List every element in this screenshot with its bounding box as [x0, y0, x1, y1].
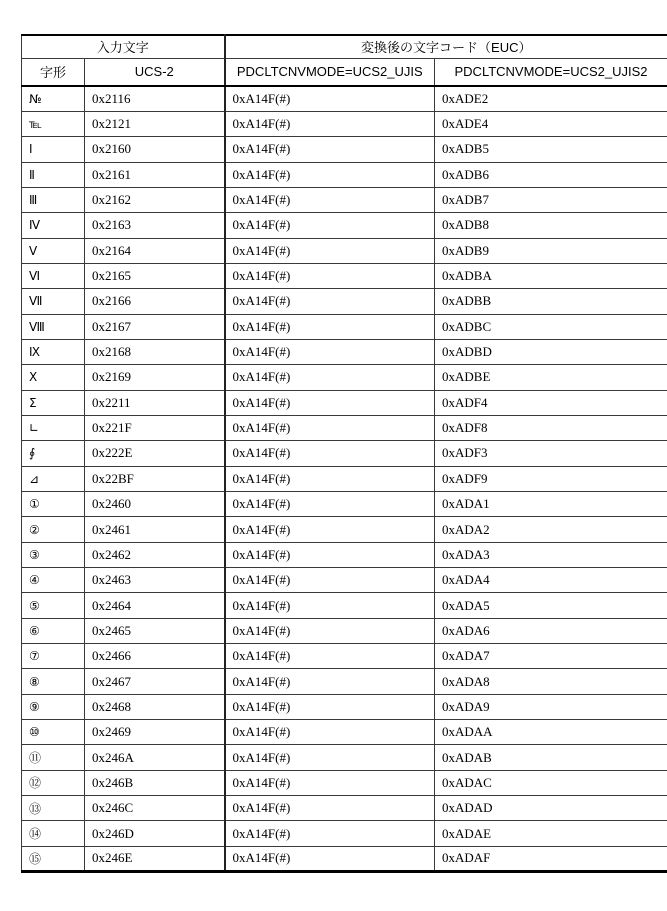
- cell-glyph: Ⅷ: [22, 314, 85, 339]
- cell-ucs2: 0x246B: [85, 770, 225, 795]
- cell-ujis: 0xA14F(#): [225, 846, 435, 871]
- cell-glyph: Ⅶ: [22, 289, 85, 314]
- cell-glyph: ⑤: [22, 593, 85, 618]
- table-row: [22, 365, 667, 390]
- cell-glyph: ⑫: [22, 770, 85, 795]
- cell-ujis: 0xA14F(#): [225, 618, 435, 643]
- table-row: [22, 339, 667, 364]
- cell-ujis2: 0xADAF: [435, 846, 667, 871]
- table-row: [22, 821, 667, 846]
- cell-ucs2: 0x2116: [85, 86, 225, 111]
- cell-ucs2: 0x2161: [85, 162, 225, 187]
- cell-ujis: 0xA14F(#): [225, 542, 435, 567]
- cell-glyph: Ⅰ: [22, 137, 85, 162]
- table-row: [22, 86, 667, 111]
- cell-ujis2: 0xADE2: [435, 86, 667, 111]
- cell-ujis2: 0xADA8: [435, 669, 667, 694]
- cell-glyph: ②: [22, 517, 85, 542]
- column-header-glyph: 字形: [22, 58, 85, 86]
- cell-glyph: ⑦: [22, 644, 85, 669]
- cell-ucs2: 0x2164: [85, 238, 225, 263]
- cell-ujis: 0xA14F(#): [225, 441, 435, 466]
- cell-ujis2: 0xADBC: [435, 314, 667, 339]
- cell-ujis: 0xA14F(#): [225, 720, 435, 745]
- table-row: [22, 441, 667, 466]
- header-group-output: 変換後の文字コード（EUC）: [225, 35, 667, 58]
- cell-ujis2: 0xADA3: [435, 542, 667, 567]
- cell-glyph: ③: [22, 542, 85, 567]
- column-header-ujis2: PDCLTCNVMODE=UCS2_UJIS2: [435, 58, 667, 86]
- cell-ujis2: 0xADF4: [435, 390, 667, 415]
- table-row: [22, 568, 667, 593]
- cell-glyph: Ⅳ: [22, 213, 85, 238]
- cell-glyph: ⑩: [22, 720, 85, 745]
- cell-ujis2: 0xADAC: [435, 770, 667, 795]
- table-row: [22, 289, 667, 314]
- table-row: [22, 162, 667, 187]
- cell-ujis: 0xA14F(#): [225, 390, 435, 415]
- header-group-input: 入力文字: [22, 35, 225, 58]
- table-row: [22, 466, 667, 491]
- cell-glyph: ⑭: [22, 821, 85, 846]
- cell-ucs2: 0x2462: [85, 542, 225, 567]
- cell-ucs2: 0x2464: [85, 593, 225, 618]
- cell-ujis2: 0xADF8: [435, 415, 667, 440]
- cell-ucs2: 0x2465: [85, 618, 225, 643]
- cell-ucs2: 0x2160: [85, 137, 225, 162]
- cell-glyph: ∮: [22, 441, 85, 466]
- table-row: [22, 415, 667, 440]
- cell-ujis: 0xA14F(#): [225, 466, 435, 491]
- table-row: [22, 314, 667, 339]
- cell-ujis: 0xA14F(#): [225, 745, 435, 770]
- column-header-ujis: PDCLTCNVMODE=UCS2_UJIS: [225, 58, 435, 86]
- cell-ucs2: 0x2163: [85, 213, 225, 238]
- cell-ujis: 0xA14F(#): [225, 796, 435, 821]
- table-row: [22, 111, 667, 136]
- cell-ujis2: 0xADA5: [435, 593, 667, 618]
- table-body: [22, 86, 667, 872]
- cell-ujis: 0xA14F(#): [225, 339, 435, 364]
- table-row: [22, 263, 667, 288]
- cell-ujis2: 0xADF9: [435, 466, 667, 491]
- cell-glyph: №: [22, 86, 85, 111]
- cell-ujis2: 0xADAD: [435, 796, 667, 821]
- cell-ujis2: 0xADF3: [435, 441, 667, 466]
- cell-ujis: 0xA14F(#): [225, 162, 435, 187]
- cell-ucs2: 0x2167: [85, 314, 225, 339]
- cell-ucs2: 0x2469: [85, 720, 225, 745]
- cell-ujis: 0xA14F(#): [225, 289, 435, 314]
- cell-ujis2: 0xADA6: [435, 618, 667, 643]
- cell-glyph: Ⅵ: [22, 263, 85, 288]
- cell-ucs2: 0x2461: [85, 517, 225, 542]
- cell-glyph: ④: [22, 568, 85, 593]
- table-row: [22, 745, 667, 770]
- table-row: [22, 644, 667, 669]
- cell-glyph: ℡: [22, 111, 85, 136]
- cell-ujis2: 0xADBA: [435, 263, 667, 288]
- table-row: [22, 390, 667, 415]
- cell-ujis2: 0xADBE: [435, 365, 667, 390]
- cell-ucs2: 0x2162: [85, 187, 225, 212]
- cell-glyph: Ⅴ: [22, 238, 85, 263]
- cell-ujis2: 0xADA7: [435, 644, 667, 669]
- table-row: [22, 137, 667, 162]
- cell-ujis2: 0xADAB: [435, 745, 667, 770]
- cell-ucs2: 0x246E: [85, 846, 225, 871]
- cell-ujis: 0xA14F(#): [225, 644, 435, 669]
- cell-ucs2: 0x246A: [85, 745, 225, 770]
- cell-ujis2: 0xADAE: [435, 821, 667, 846]
- cell-ucs2: 0x2467: [85, 669, 225, 694]
- table-row: [22, 669, 667, 694]
- cell-ujis2: 0xADBB: [435, 289, 667, 314]
- table-row: [22, 238, 667, 263]
- cell-glyph: ⑬: [22, 796, 85, 821]
- cell-ucs2: 0x2165: [85, 263, 225, 288]
- cell-ucs2: 0x2466: [85, 644, 225, 669]
- cell-ujis2: 0xADA1: [435, 492, 667, 517]
- cell-glyph: ①: [22, 492, 85, 517]
- header-group-row: [22, 35, 667, 58]
- cell-glyph: ∟: [22, 415, 85, 440]
- header-columns-row: [22, 58, 667, 86]
- cell-glyph: ⑥: [22, 618, 85, 643]
- cell-ujis: 0xA14F(#): [225, 669, 435, 694]
- cell-ucs2: 0x2460: [85, 492, 225, 517]
- cell-ujis2: 0xADB6: [435, 162, 667, 187]
- cell-ujis: 0xA14F(#): [225, 187, 435, 212]
- table-row: [22, 542, 667, 567]
- cell-ucs2: 0x2468: [85, 694, 225, 719]
- cell-ucs2: 0x246D: [85, 821, 225, 846]
- cell-glyph: Σ: [22, 390, 85, 415]
- cell-ujis: 0xA14F(#): [225, 137, 435, 162]
- cell-ujis2: 0xADA4: [435, 568, 667, 593]
- cell-ujis: 0xA14F(#): [225, 111, 435, 136]
- cell-ujis: 0xA14F(#): [225, 492, 435, 517]
- cell-ujis: 0xA14F(#): [225, 86, 435, 111]
- cell-ujis: 0xA14F(#): [225, 593, 435, 618]
- table-row: [22, 796, 667, 821]
- cell-ujis2: 0xADA2: [435, 517, 667, 542]
- cell-ucs2: 0x2121: [85, 111, 225, 136]
- table-row: [22, 720, 667, 745]
- cell-glyph: ⑧: [22, 669, 85, 694]
- cell-ucs2: 0x2166: [85, 289, 225, 314]
- cell-ujis: 0xA14F(#): [225, 821, 435, 846]
- table-row: [22, 213, 667, 238]
- cell-ucs2: 0x221F: [85, 415, 225, 440]
- column-header-ucs2: UCS-2: [85, 58, 225, 86]
- table-row: [22, 593, 667, 618]
- cell-ujis: 0xA14F(#): [225, 314, 435, 339]
- table-header: [22, 35, 667, 86]
- table-row: [22, 770, 667, 795]
- cell-ujis2: 0xADA9: [435, 694, 667, 719]
- cell-ujis: 0xA14F(#): [225, 238, 435, 263]
- cell-ujis2: 0xADAA: [435, 720, 667, 745]
- cell-glyph: Ⅲ: [22, 187, 85, 212]
- cell-ucs2: 0x246C: [85, 796, 225, 821]
- cell-glyph: ⑨: [22, 694, 85, 719]
- cell-ucs2: 0x222E: [85, 441, 225, 466]
- cell-glyph: ⊿: [22, 466, 85, 491]
- cell-ujis2: 0xADB5: [435, 137, 667, 162]
- cell-ujis: 0xA14F(#): [225, 415, 435, 440]
- cell-ucs2: 0x2211: [85, 390, 225, 415]
- cell-ujis: 0xA14F(#): [225, 770, 435, 795]
- cell-ucs2: 0x2169: [85, 365, 225, 390]
- cell-glyph: ⑮: [22, 846, 85, 871]
- table-row: [22, 846, 667, 871]
- cell-ucs2: 0x2168: [85, 339, 225, 364]
- table-row: [22, 492, 667, 517]
- cell-ujis2: 0xADB9: [435, 238, 667, 263]
- table-row: [22, 517, 667, 542]
- cell-ujis2: 0xADB8: [435, 213, 667, 238]
- cell-ucs2: 0x2463: [85, 568, 225, 593]
- table-row: [22, 618, 667, 643]
- cell-ucs2: 0x22BF: [85, 466, 225, 491]
- cell-glyph: Ⅸ: [22, 339, 85, 364]
- cell-ujis: 0xA14F(#): [225, 694, 435, 719]
- cell-ujis2: 0xADE4: [435, 111, 667, 136]
- cell-ujis: 0xA14F(#): [225, 568, 435, 593]
- cell-ujis: 0xA14F(#): [225, 517, 435, 542]
- cell-glyph: Ⅱ: [22, 162, 85, 187]
- cell-ujis: 0xA14F(#): [225, 263, 435, 288]
- cell-ujis2: 0xADB7: [435, 187, 667, 212]
- cell-ujis2: 0xADBD: [435, 339, 667, 364]
- cell-glyph: ⑪: [22, 745, 85, 770]
- cell-glyph: Ⅹ: [22, 365, 85, 390]
- table-row: [22, 694, 667, 719]
- cell-ujis: 0xA14F(#): [225, 213, 435, 238]
- cell-ujis: 0xA14F(#): [225, 365, 435, 390]
- table-row: [22, 187, 667, 212]
- conversion-table: [21, 34, 667, 873]
